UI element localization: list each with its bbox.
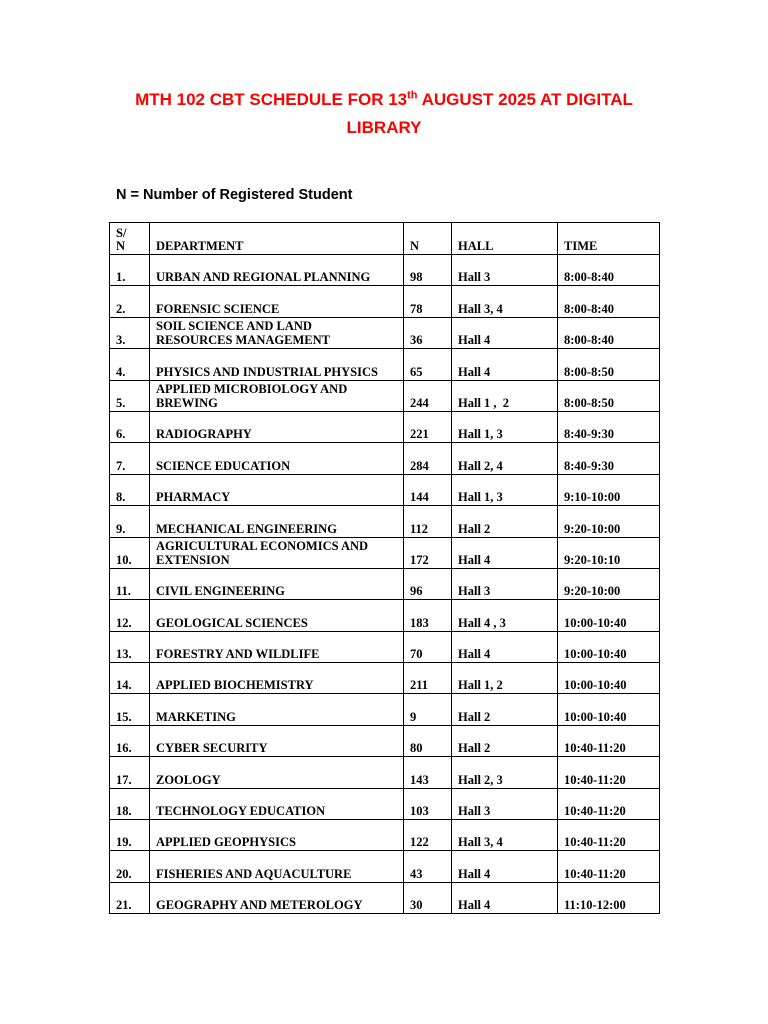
cell-hall: Hall 4	[452, 317, 558, 348]
department-line-1: FORENSIC SCIENCE	[156, 301, 280, 316]
cell-sn: 2.	[110, 286, 150, 317]
cell-time: 10:40-11:20	[558, 788, 660, 819]
table-row	[110, 851, 660, 882]
cell-department	[150, 411, 404, 442]
table-row	[110, 349, 660, 380]
header-department: DEPARTMENT	[150, 223, 404, 255]
table-row	[110, 537, 660, 568]
cell-time: 9:20-10:10	[558, 537, 660, 568]
department-line-1: PHARMACY	[156, 490, 231, 505]
cell-hall: Hall 4	[452, 349, 558, 380]
cell-time: 10:00-10:40	[558, 600, 660, 631]
cell-n: 103	[404, 788, 452, 819]
cell-sn: 7.	[110, 443, 150, 474]
cell-n: 172	[404, 537, 452, 568]
cell-n: 122	[404, 820, 452, 851]
cell-n: 78	[404, 286, 452, 317]
cell-n: 70	[404, 631, 452, 662]
title-text-part1: MTH 102 CBT SCHEDULE FOR 13	[135, 90, 408, 109]
cell-department	[150, 568, 404, 599]
table-row	[110, 506, 660, 537]
title-line-2: LIBRARY	[346, 118, 422, 137]
cell-time: 8:40-9:30	[558, 411, 660, 442]
cell-department	[150, 537, 404, 568]
header-sn-line1: S/	[116, 226, 127, 240]
cell-department	[150, 443, 404, 474]
cell-department	[150, 631, 404, 662]
table-row	[110, 788, 660, 819]
table-row	[110, 694, 660, 725]
cell-hall: Hall 4	[452, 537, 558, 568]
cell-department	[150, 600, 404, 631]
cell-n: 183	[404, 600, 452, 631]
cell-department	[150, 725, 404, 756]
cell-n: 284	[404, 443, 452, 474]
header-time: TIME	[558, 223, 660, 255]
table-row	[110, 631, 660, 662]
department-line-1: PHYSICS AND INDUSTRIAL PHYSICS	[156, 364, 378, 379]
table-row	[110, 380, 660, 411]
cell-sn: 6.	[110, 411, 150, 442]
cell-department	[150, 317, 404, 348]
cell-sn: 15.	[110, 694, 150, 725]
cell-hall: Hall 1, 3	[452, 411, 558, 442]
cell-time: 10:40-11:20	[558, 757, 660, 788]
cell-hall: Hall 3	[452, 255, 558, 286]
cell-sn: 1.	[110, 255, 150, 286]
cell-time: 9:20-10:00	[558, 568, 660, 599]
cell-hall: Hall 1 , 2	[452, 380, 558, 411]
table-row	[110, 286, 660, 317]
cell-time: 11:10-12:00	[558, 882, 660, 913]
department-line-1: SOIL SCIENCE AND LAND	[156, 319, 312, 334]
cell-time: 8:00-8:50	[558, 380, 660, 411]
cell-sn: 19.	[110, 820, 150, 851]
cell-department	[150, 757, 404, 788]
cell-department	[150, 349, 404, 380]
cell-sn: 14.	[110, 663, 150, 694]
cell-hall: Hall 2, 4	[452, 443, 558, 474]
cell-n: 221	[404, 411, 452, 442]
cell-n: 36	[404, 317, 452, 348]
cell-sn: 5.	[110, 380, 150, 411]
cell-department	[150, 851, 404, 882]
cell-n: 43	[404, 851, 452, 882]
cell-department	[150, 474, 404, 505]
cell-sn: 11.	[110, 568, 150, 599]
cell-sn: 16.	[110, 725, 150, 756]
cell-n: 244	[404, 380, 452, 411]
cell-department	[150, 506, 404, 537]
cell-sn: 4.	[110, 349, 150, 380]
header-row	[110, 223, 660, 255]
cell-n: 30	[404, 882, 452, 913]
cell-n: 112	[404, 506, 452, 537]
department-line-2: EXTENSION	[156, 552, 230, 567]
department-line-1: APPLIED MICROBIOLOGY AND	[156, 381, 348, 396]
department-line-1: FORESTRY AND WILDLIFE	[156, 647, 320, 662]
cell-department	[150, 286, 404, 317]
table-row	[110, 820, 660, 851]
cell-hall: Hall 2, 3	[452, 757, 558, 788]
cell-department	[150, 255, 404, 286]
cell-time: 8:40-9:30	[558, 443, 660, 474]
department-line-1: ZOOLOGY	[156, 772, 221, 787]
department-line-1: CYBER SECURITY	[156, 741, 268, 756]
cell-time: 9:20-10:00	[558, 506, 660, 537]
cell-time: 9:10-10:00	[558, 474, 660, 505]
cell-n: 144	[404, 474, 452, 505]
legend-note: N = Number of Registered Student	[116, 187, 353, 203]
department-line-1: APPLIED BIOCHEMISTRY	[156, 678, 314, 693]
cell-hall: Hall 1, 3	[452, 474, 558, 505]
department-line-1: AGRICULTURAL ECONOMICS AND	[156, 538, 369, 553]
cell-hall: Hall 4	[452, 631, 558, 662]
cell-time: 10:00-10:40	[558, 694, 660, 725]
table-row	[110, 882, 660, 913]
cell-sn: 9.	[110, 506, 150, 537]
title-text-part2: AUGUST 2025 AT DIGITAL	[417, 90, 633, 109]
table-row	[110, 757, 660, 788]
document-title	[0, 86, 768, 142]
cell-time: 10:40-11:20	[558, 725, 660, 756]
cell-n: 211	[404, 663, 452, 694]
cell-n: 143	[404, 757, 452, 788]
table-row	[110, 568, 660, 599]
table-row	[110, 663, 660, 694]
table-row	[110, 600, 660, 631]
department-line-1: GEOGRAPHY AND METEROLOGY	[156, 898, 363, 913]
table-row	[110, 255, 660, 286]
cell-hall: Hall 3	[452, 568, 558, 599]
cell-hall: Hall 4	[452, 882, 558, 913]
cell-n: 80	[404, 725, 452, 756]
department-line-1: CIVIL ENGINEERING	[156, 584, 285, 599]
cell-department	[150, 694, 404, 725]
cell-hall: Hall 2	[452, 506, 558, 537]
cell-sn: 20.	[110, 851, 150, 882]
department-line-2: RESOURCES MANAGEMENT	[156, 333, 330, 348]
cell-hall: Hall 2	[452, 694, 558, 725]
cell-time: 8:00-8:40	[558, 255, 660, 286]
department-line-1: FISHERIES AND AQUACULTURE	[156, 866, 352, 881]
header-sn	[110, 223, 150, 255]
table-row	[110, 725, 660, 756]
cell-sn: 13.	[110, 631, 150, 662]
cell-sn: 17.	[110, 757, 150, 788]
cell-sn: 10.	[110, 537, 150, 568]
cell-time: 8:00-8:40	[558, 317, 660, 348]
cell-time: 8:00-8:50	[558, 349, 660, 380]
department-line-1: MARKETING	[156, 709, 236, 724]
department-line-1: TECHNOLOGY EDUCATION	[156, 804, 326, 819]
cell-hall: Hall 3, 4	[452, 286, 558, 317]
cell-department	[150, 882, 404, 913]
department-line-1: URBAN AND REGIONAL PLANNING	[156, 270, 371, 285]
cell-n: 98	[404, 255, 452, 286]
cell-hall: Hall 1, 2	[452, 663, 558, 694]
cell-time: 10:00-10:40	[558, 663, 660, 694]
header-hall: HALL	[452, 223, 558, 255]
department-line-1: APPLIED GEOPHYSICS	[156, 835, 296, 850]
department-line-1: SCIENCE EDUCATION	[156, 458, 291, 473]
cell-sn: 21.	[110, 882, 150, 913]
cell-time: 10:00-10:40	[558, 631, 660, 662]
schedule-table	[109, 222, 660, 914]
cell-time: 8:00-8:40	[558, 286, 660, 317]
cell-time: 10:40-11:20	[558, 820, 660, 851]
cell-hall: Hall 3	[452, 788, 558, 819]
cell-department	[150, 663, 404, 694]
department-line-2: BREWING	[156, 395, 218, 410]
table-body	[110, 255, 660, 914]
table-row	[110, 411, 660, 442]
department-line-1: RADIOGRAPHY	[156, 427, 252, 442]
cell-department	[150, 820, 404, 851]
header-n: N	[404, 223, 452, 255]
header-sn-line2: N	[116, 239, 126, 253]
cell-department	[150, 788, 404, 819]
table-header	[110, 223, 660, 255]
cell-n: 9	[404, 694, 452, 725]
cell-sn: 3.	[110, 317, 150, 348]
department-line-1: MECHANICAL ENGINEERING	[156, 521, 337, 536]
cell-sn: 12.	[110, 600, 150, 631]
cell-n: 65	[404, 349, 452, 380]
table-row	[110, 443, 660, 474]
title-line-1	[0, 86, 768, 114]
cell-hall: Hall 3, 4	[452, 820, 558, 851]
cell-hall: Hall 4	[452, 851, 558, 882]
department-line-1: GEOLOGICAL SCIENCES	[156, 615, 308, 630]
cell-department	[150, 380, 404, 411]
cell-sn: 18.	[110, 788, 150, 819]
cell-hall: Hall 2	[452, 725, 558, 756]
table-row	[110, 474, 660, 505]
title-superscript: th	[407, 89, 418, 102]
cell-sn: 8.	[110, 474, 150, 505]
cell-hall: Hall 4 , 3	[452, 600, 558, 631]
cell-time: 10:40-11:20	[558, 851, 660, 882]
table-row	[110, 317, 660, 348]
cell-n: 96	[404, 568, 452, 599]
